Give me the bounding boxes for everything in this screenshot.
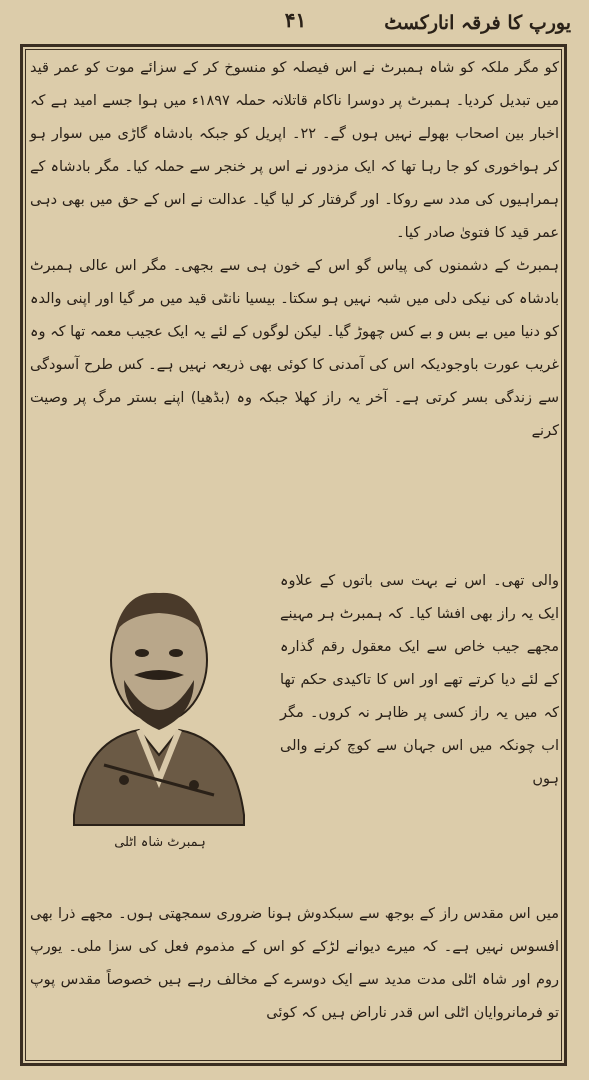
running-head: یورپ کا فرقہ انارکسٹ	[384, 12, 571, 34]
closing-text: میں اس مقدس راز کے بوجھ سے سبکدوش ہونا ضروری سمجھتی ہوں۔ مجھے ذرا بھی افسوس نہیں ہے۔ کہ میرے دیوانے لڑکے کو اس کے مذموم فعل کی سزا ملی۔ یورپ روم اور شاہ اٹلی مدت مدید سے ایک دوسرے کے مخالف رہے ہیں خصوصاً مقدس پوپ تو فرمانروایان اٹلی اس قدر ناراض ہیں کہ کوئی	[30, 906, 559, 1021]
page-header	[20, 6, 571, 40]
portrait-illustration	[44, 565, 274, 865]
portrait-caption: ہمبرٹ شاہ اٹلی	[114, 835, 206, 850]
wrapped-text: والی تھی۔ اس نے بہت سی باتوں کے علاوہ ایک یہ راز بھی افشا کیا۔ کہ ہمبرٹ ہر مہینے مجھے جیب خاص سے ایک معقول رقم گذارہ کے لئے دیا کرتے تھے اور اس کا تاکیدی حکم تھا کہ میں یہ راز کسی پر ظاہر نہ کروں۔ مگر اب چونکہ میں اس جہان سے کوچ کرنے والی ہوں	[280, 573, 559, 787]
paragraph-2: ہمبرٹ کے دشمنوں کی پیاس گو اس کے خون ہی سے بجھی۔ مگر اس عالی ہمبرٹ بادشاہ کی نیکی دلی میں شبہ نہیں ہو سکتا۔ بیسیا نانٹی قید میں مر گیا اور اپنی والدہ کو دنیا میں بے بس و بے کس چھوڑ گیا۔ لیکن لوگوں کے لئے یہ ایک عجیب معمہ تھا کہ وہ غریب عورت باوجودیکہ اس کی آمدنی کا کوئی بھی ذریعہ نہیں ہے۔ کس طرح آسودگی سے زندگی بسر کرتی ہے۔ آخر یہ راز کھلا جبکہ وہ (بڈھیا) اپنے بستر مرگ پر وصیت کرنے	[30, 258, 559, 439]
body-text	[30, 52, 559, 448]
page-number: ۴۱	[284, 8, 307, 32]
paragraph-1: کو مگر ملکہ کو شاہ ہمبرٹ نے اس فیصلہ کو منسوخ کر کے سزائے موت کو عمر قید میں تبدیل کردیا۔ ہمبرٹ پر دوسرا ناکام قاتلانہ حملہ ۱۸۹۷ء میں ہوا جسے امید ہے کہ اخبار بین اصحاب بھولے نہیں ہوں گے۔ ۲۲۔ اپریل کو جبکہ بادشاہ گاڑی میں سوار ہو کر ہواخوری کو جا رہا تھا کہ ایک مزدور نے اس پر خنجر سے حملہ کیا۔ مگر بادشاہ کے ہمراہیوں کی مدد سے روکا۔ اور گرفتار کر لیا گیا۔ عدالت نے اس کے حق میں بھی دہی عمر قید کا فتویٰ صادر کیا۔	[30, 60, 560, 241]
portrait-section	[30, 565, 559, 895]
